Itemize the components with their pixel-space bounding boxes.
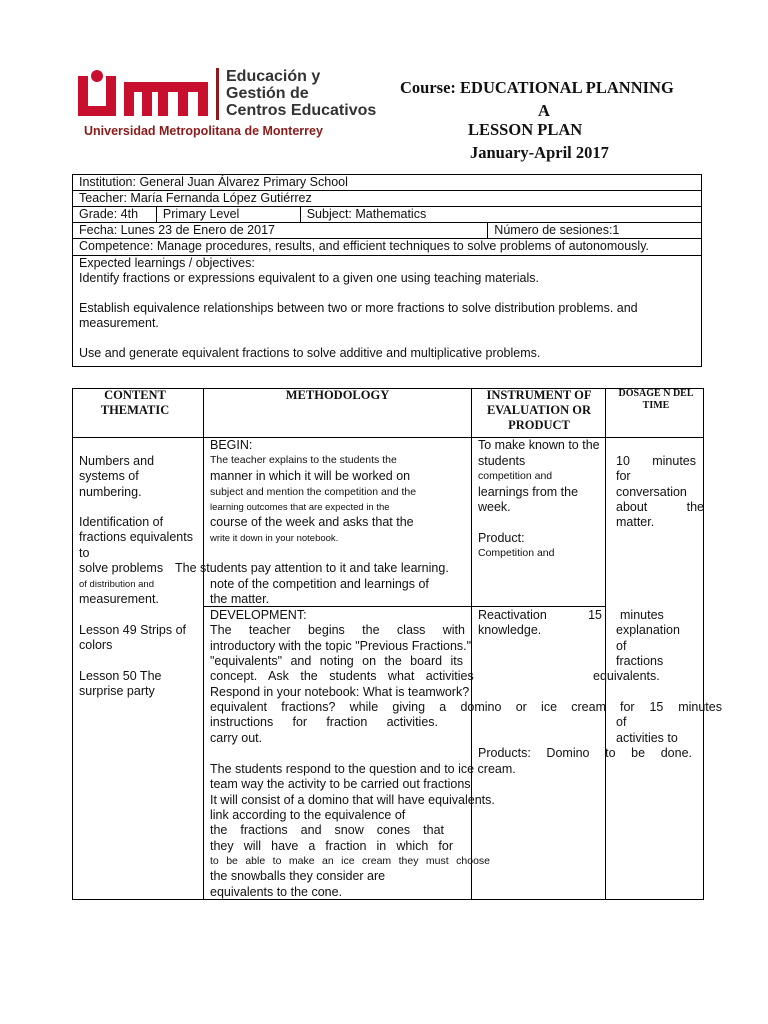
dev-instrument: Reactivation 15 [478, 608, 602, 622]
grade: Grade: 4th [73, 207, 157, 223]
date: Fecha: Lunes 23 de Enero de 2017 [73, 223, 488, 239]
competence: Competence: Manage procedures, results, and efficient techniques to solve problems of autonomously. [73, 239, 702, 256]
course-letter: A [538, 101, 550, 120]
logo-text [226, 68, 376, 119]
dev-instrument: knowledge. [478, 623, 542, 637]
level: Primary Level [156, 207, 300, 223]
begin-line: The students pay attention to it and take learning. [175, 561, 449, 575]
subject: Subject: Mathematics [300, 207, 701, 223]
content-measurement: measurement. [79, 592, 159, 606]
begin-line: the matter. [210, 592, 270, 606]
begin-line: subject and mention the competition and the [210, 486, 417, 498]
begin-line: note of the competition and learnings of [210, 577, 429, 591]
development-line: the fractions and snow cones that [210, 823, 444, 837]
begin-instrument: week. [478, 500, 511, 514]
begin-product: Product: [478, 531, 525, 545]
development-line: link according to the equivalence of [210, 808, 406, 822]
development-line: It will consist of a domino that will have equivalents. [210, 793, 495, 807]
institution: Institution: General Juan Álvarez Primary School [73, 175, 702, 191]
begin-line: learning outcomes that are expected in the [210, 502, 390, 513]
header-dosage: DOSAGE N DEL TIME [618, 388, 694, 411]
logo-line-3: Centros Educativos [226, 102, 377, 119]
university-name: Universidad Metropolitana de Monterrey [84, 124, 323, 138]
begin-line: write it down in your notebook. [210, 533, 339, 544]
teacher: Teacher: María Fernanda López Gutiérrez [73, 191, 702, 207]
begin-line: manner in which it will be worked on [210, 469, 411, 483]
dev-dosage: minutes [620, 608, 664, 622]
development-line: to be able to make an ice cream they must choose [210, 855, 490, 867]
begin-instrument: learnings from the [478, 485, 579, 499]
content-numbers: Numbers and systems of numbering. [79, 454, 155, 499]
expected-2: Establish equivalence relationships between two or more fractions to solve distribution problems. and measurement. [79, 301, 638, 330]
info-table [72, 174, 702, 367]
content-solve: solve problems [79, 561, 164, 575]
development-line: carry out. [210, 731, 263, 745]
development-line: The students respond to the question and to ice cream. [210, 762, 516, 776]
header-methodology: METHODOLOGY [285, 388, 390, 402]
header-divider [72, 437, 704, 438]
begin-instrument: To make known to the [478, 438, 600, 452]
content-lesson-49: Lesson 49 Strips of colors [79, 623, 187, 653]
period: January-April 2017 [470, 143, 609, 162]
begin-dosage: conversation [616, 485, 687, 499]
development-line: The teacher begins the class with [210, 623, 465, 637]
begin-product: Competition and [478, 547, 555, 559]
begin-dosage: matter. [616, 515, 655, 529]
logo-line-1: Educación y [226, 68, 321, 85]
course-title: Course: EDUCATIONAL PLANNING [400, 78, 674, 97]
expected-learnings [73, 256, 702, 367]
col-divider [203, 388, 204, 900]
dev-dosage: equivalents. [593, 669, 660, 683]
development-line: concept. Ask the students what activities [210, 669, 474, 683]
dev-dosage: for 15 minutes [620, 700, 722, 714]
content-lesson-50: Lesson 50 The surprise party [79, 669, 162, 699]
begin-instrument: competition and [478, 470, 553, 482]
dev-dosage: of [616, 715, 627, 729]
col-divider [471, 388, 472, 900]
development-line: the snowballs they consider are [210, 869, 386, 883]
university-logo [78, 62, 378, 152]
begin-line: The teacher explains to the students the [210, 454, 397, 466]
logo-divider [216, 68, 219, 120]
development-line: team way the activity to be carried out fractions [210, 777, 471, 791]
begin-dosage: 10 minutes [616, 454, 696, 468]
lesson-plan-title: LESSON PLAN [468, 120, 583, 139]
dev-dosage: fractions [616, 654, 664, 668]
expected-1: Identify fractions or expressions equivalent to a given one using teaching materials. [79, 271, 539, 285]
col-divider [605, 388, 606, 900]
begin-title: BEGIN: [210, 438, 253, 452]
development-line: "equivalents" and noting on the board its [210, 654, 463, 668]
logo-line-2: Gestión de [226, 85, 309, 102]
umm-logo-icon [78, 70, 212, 120]
development-line: they will have a fraction in which for [210, 839, 453, 853]
begin-instrument: students [478, 454, 526, 468]
sessions: Número de sesiones:1 [488, 223, 702, 239]
development-title: DEVELOPMENT: [210, 608, 307, 622]
expected-3: Use and generate equivalent fractions to solve additive and multiplicative problems. [79, 346, 541, 360]
dev-product: Products: Domino to be done. [478, 746, 692, 760]
begin-dosage: about the [616, 500, 704, 514]
dev-dosage: explanation [616, 623, 680, 637]
development-line: equivalent fractions? while giving a domino or ice cream [210, 700, 606, 714]
development-line: equivalents to the cone. [210, 885, 343, 899]
dev-dosage: of [616, 639, 627, 653]
content-distribution: of distribution and [79, 579, 154, 590]
dev-dosage: activities to [616, 731, 678, 745]
development-line: Respond in your notebook: What is teamwork? [210, 685, 470, 699]
development-line: introductory with the topic "Previous Fractions." [210, 639, 472, 653]
content-identification: Identification of fractions equivalents to [79, 515, 193, 560]
header-content: CONTENT THEMATIC [100, 388, 170, 417]
begin-dosage: for [616, 469, 631, 483]
expected-title: Expected learnings / objectives: [79, 256, 255, 270]
begin-line: course of the week and asks that the [210, 515, 414, 529]
header-instrument: INSTRUMENT OF EVALUATION OR PRODUCT [486, 388, 592, 432]
development-line: instructions for fraction activities. [210, 715, 438, 729]
